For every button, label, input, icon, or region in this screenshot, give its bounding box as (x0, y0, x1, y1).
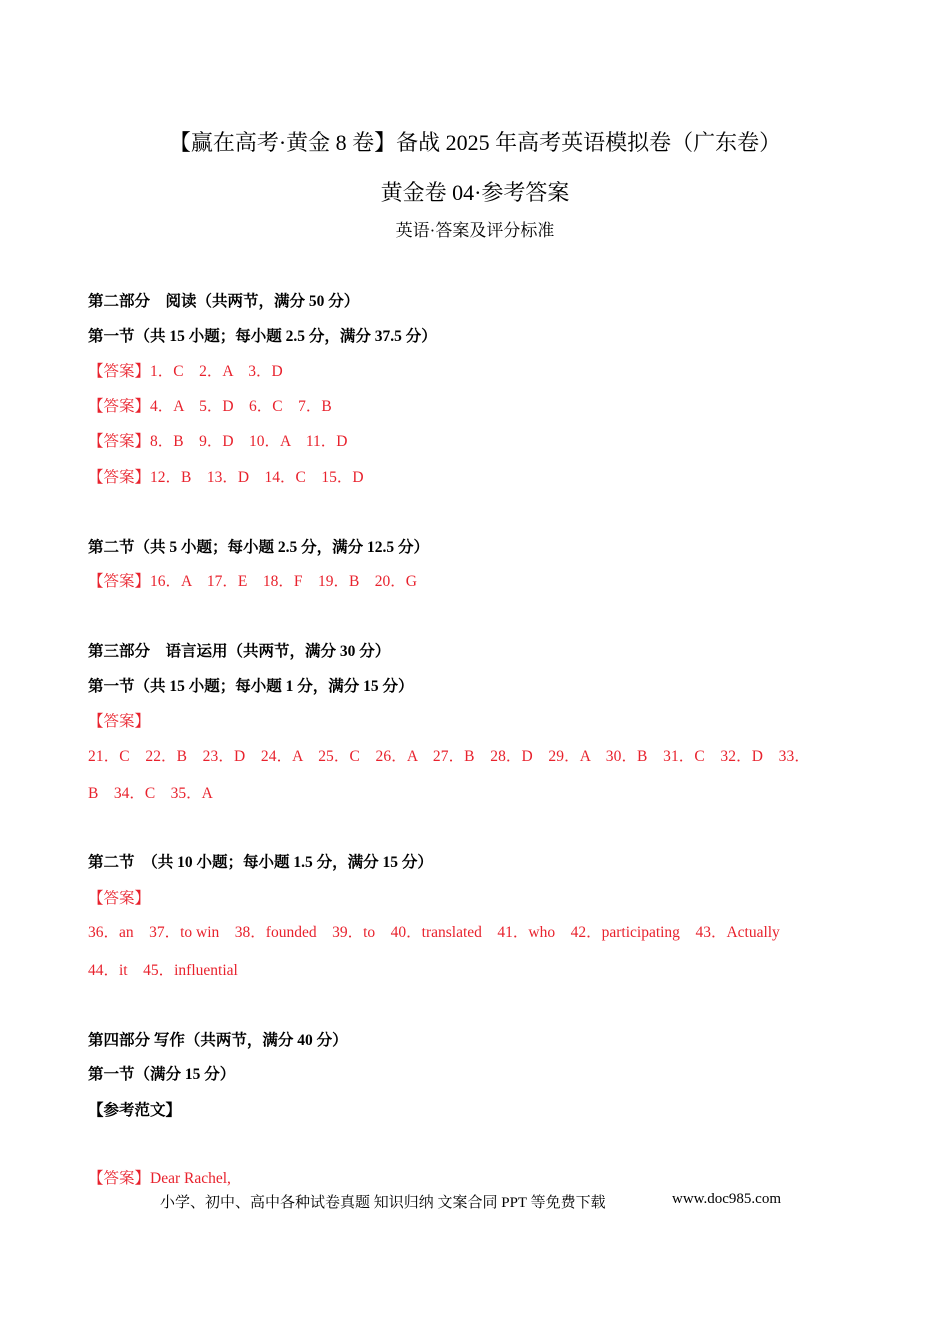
answer-text: 12．B 13．D 14．C 15．D (150, 469, 364, 486)
answer-line (88, 465, 364, 487)
answer-line (88, 359, 283, 381)
answer-line (88, 394, 332, 416)
answer-tag: 【答案】 (88, 713, 151, 730)
part4-section1-heading: 第一节（满分 15 分） (88, 1066, 236, 1083)
answer-text: 16．A 17．E 18．F 19．B 20．G (150, 573, 417, 590)
answer-tag: 【答案】 (88, 573, 151, 590)
answer-line (88, 429, 348, 451)
answer-text: 36．an 37．to win 38．founded 39．to 40．translated 41．who 42．participating 43．Actually (88, 924, 780, 941)
answer-tag: 【答案】 (88, 363, 151, 380)
part3-section2-heading: 第二节 （共 10 小题；每小题 1.5 分，满分 15 分） (88, 854, 433, 871)
document-subtitle: 黄金卷 04·参考答案 (380, 180, 570, 205)
part3-section1-heading: 第一节（共 15 小题；每小题 1 分，满分 15 分） (88, 678, 414, 695)
answer-line (88, 1166, 231, 1188)
answer-line (88, 569, 417, 591)
answer-tag: 【答案】 (88, 890, 151, 907)
sample-essay-heading: 【参考范文】 (88, 1102, 182, 1119)
answer-text: 44．it 45．influential (88, 962, 238, 979)
answer-tag: 【答案】 (88, 433, 151, 450)
answer-text: B 34．C 35．A (88, 785, 213, 802)
answer-text: 4．A 5．D 6．C 7．B (150, 398, 332, 415)
part4-heading: 第四部分 写作（共两节，满分 40 分） (88, 1032, 348, 1049)
answer-text: Dear Rachel, (150, 1170, 231, 1187)
footer-text: 小学、初中、高中各种试卷真题 知识归纳 文案合同 PPT 等免费下载 (160, 1195, 606, 1211)
document-title: 【赢在高考·黄金 8 卷】备战 2025 年高考英语模拟卷（广东卷） (168, 130, 782, 155)
part3-heading: 第三部分 语言运用（共两节，满分 30 分） (88, 643, 391, 660)
answer-tag: 【答案】 (88, 1170, 151, 1187)
document-caption: 英语·答案及评分标准 (395, 221, 555, 240)
part2-section1-heading: 第一节（共 15 小题；每小题 2.5 分，满分 37.5 分） (88, 328, 437, 345)
answer-tag: 【答案】 (88, 469, 151, 486)
answer-text: 8．B 9．D 10．A 11．D (150, 433, 348, 450)
answer-text: 21．C 22．B 23．D 24．A 25．C 26．A 27．B 28．D 29．A 30．B 31．C 32．D 33． (88, 748, 810, 765)
part2-section2-heading: 第二节（共 5 小题；每小题 2.5 分，满分 12.5 分） (88, 539, 430, 556)
answer-tag: 【答案】 (88, 398, 151, 415)
footer-link[interactable]: www.doc985.com (672, 1191, 782, 1207)
part2-heading: 第二部分 阅读（共两节，满分 50 分） (88, 293, 360, 310)
answer-text: 1．C 2．A 3．D (150, 363, 283, 380)
